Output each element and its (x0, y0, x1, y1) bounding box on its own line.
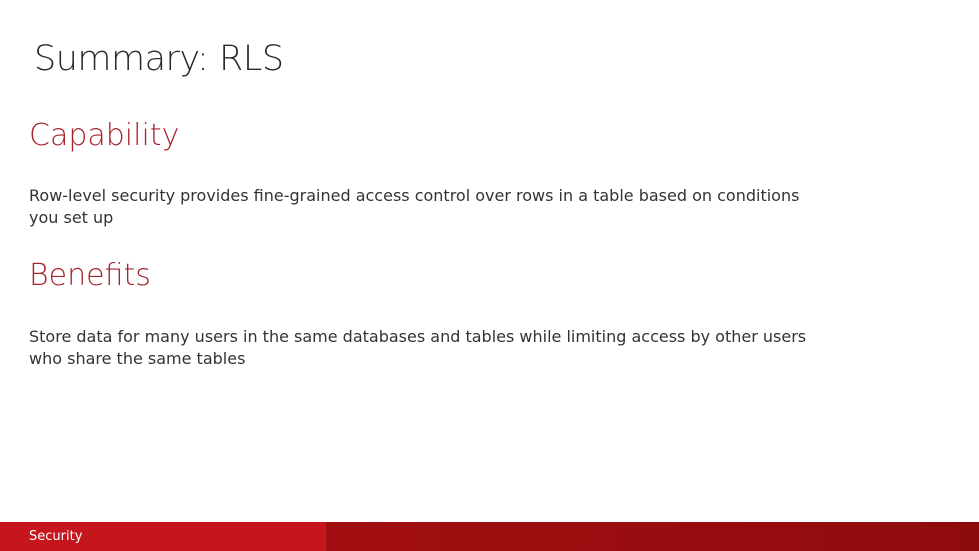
section-body-benefits: Store data for many users in the same databases and tables while limiting access by other users who share the same tables (29, 327, 807, 368)
footer-label: Security (29, 529, 83, 544)
slide-title: Summary: RLS (34, 39, 284, 79)
footer-bar (0, 522, 979, 551)
section-heading-benefits: Benefits (29, 258, 151, 293)
footer-accent-block (326, 522, 979, 551)
section-heading-capability: Capability (29, 118, 180, 153)
section-body-capability: Row-level security provides fine-grained access control over rows in a table based on conditions you set up (29, 186, 800, 227)
footer-label-block (0, 522, 326, 551)
